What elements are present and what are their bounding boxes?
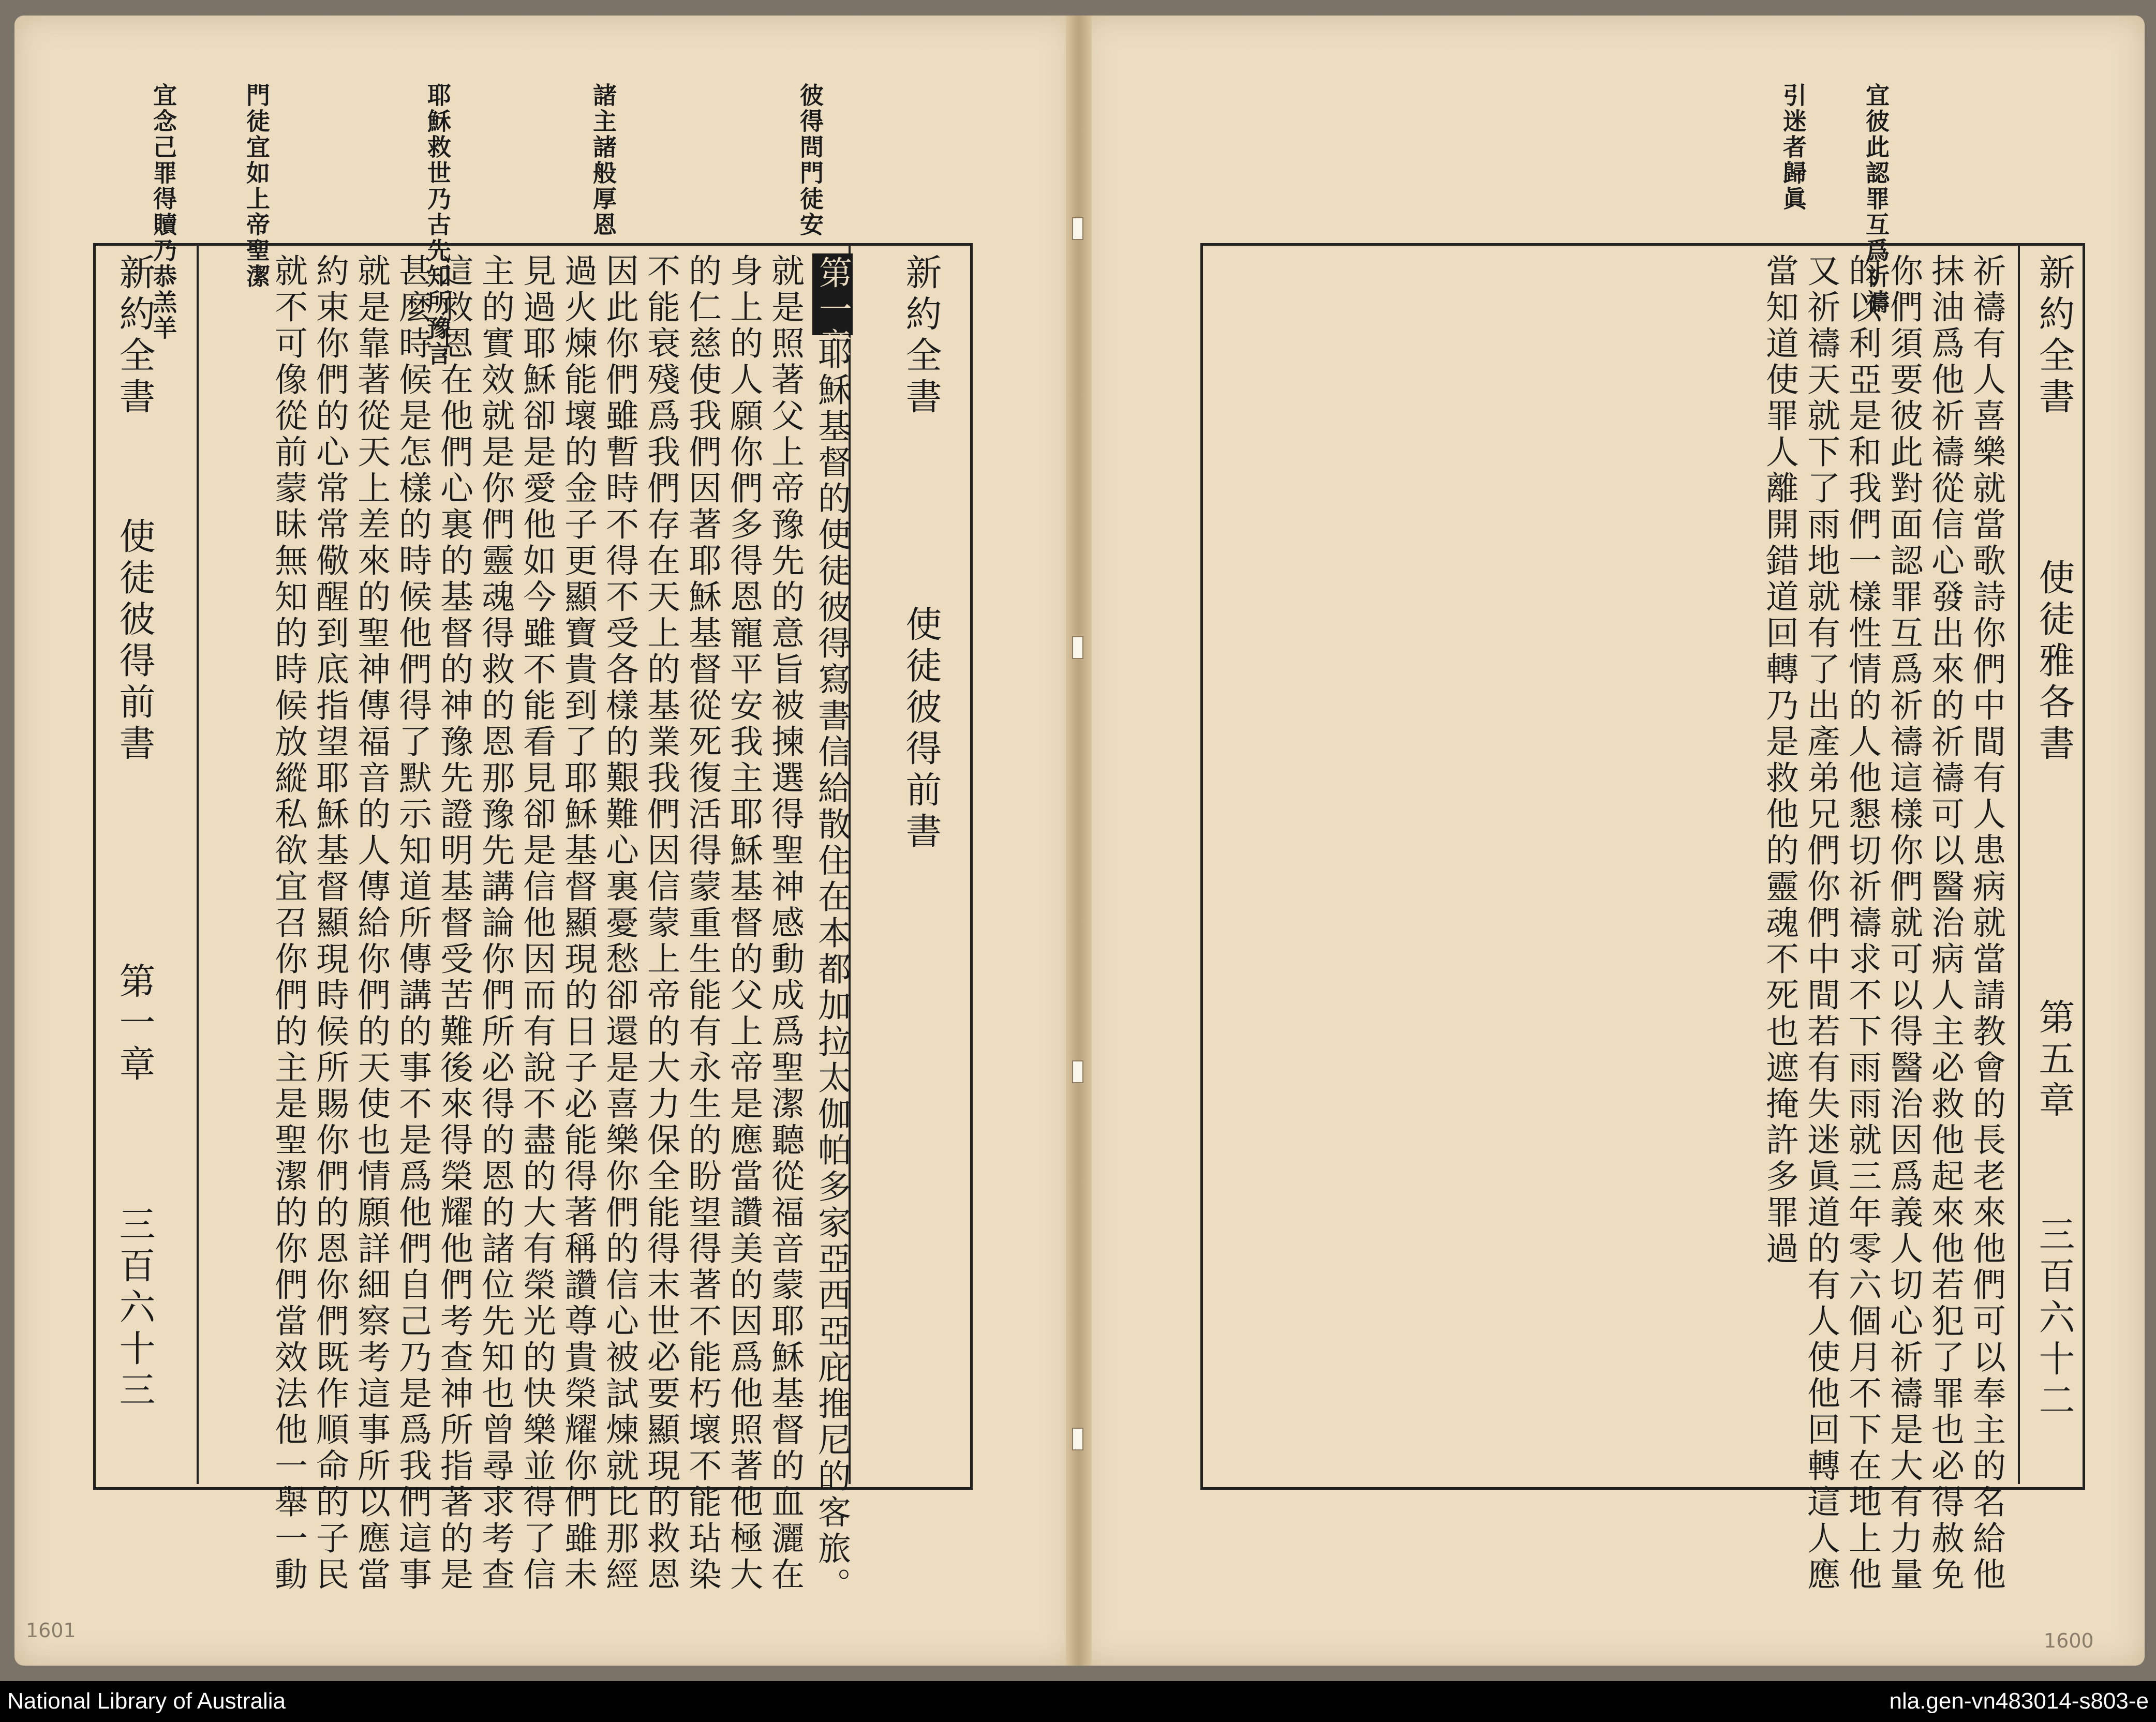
text-column: 約束你們的心常常儆醒到底指望耶穌基督顯現時候所賜你們的恩你們既作順命的子民	[310, 253, 349, 1593]
text-column: 耶穌基督的使徒彼得寫書信給散住在本都加拉太伽帕多家亞西亞庇推尼的客旅。	[812, 336, 851, 1604]
binding-stitch	[1072, 1428, 1083, 1450]
side-label-chapter: 第五章	[2033, 998, 2075, 1122]
note-column: 門徒宜如上帝聖潔	[243, 83, 271, 290]
binding-stitch	[1072, 217, 1083, 240]
text-column: 不能衰殘爲我們存在天上的基業我們因信蒙上帝的大力保全能得末世必要顯現的救恩	[642, 253, 680, 1593]
text-column: 身上的人願你們多得恩寵平安我主耶穌基督的父上帝是應當讚美的因爲他照著他極大	[724, 253, 763, 1593]
footer-bar	[0, 1681, 2156, 1722]
text-column: 因此你們雖暫時不得不受各樣的艱難心裏憂愁卻還是喜樂你們的信心被試煉就比那經	[600, 253, 638, 1593]
side-label-page: 三百六十二	[2033, 1216, 2075, 1422]
text-column: 你們須要彼此對面認罪互爲祈禱這樣你們就可以得醫治因爲義人切心祈禱是大有力量	[1884, 253, 1923, 1593]
side-label-section: 使徒彼得前書	[113, 517, 156, 766]
text-column: 又祈禱天就下了雨地就有了出產弟兄們你們中間若有失迷眞道的有人使他回轉這人應	[1802, 253, 1840, 1593]
side-label-book: 新約全書	[2033, 253, 2075, 419]
footer-identifier: nla.gen-vn483014-s803-e	[1889, 1688, 2149, 1714]
binding-stitch	[1072, 636, 1083, 659]
running-head-book: 新約全書	[900, 253, 942, 419]
text-column: 就是靠著從天上差來的聖神傳福音的人傳給你們的天使也情願詳細察考這事所以應當	[352, 253, 390, 1593]
text-column: 這救恩在他們心裏的基督的神豫先證明基督受苦難後來得榮耀他們考查神所指著的是	[435, 253, 473, 1593]
book-gutter	[1066, 16, 1092, 1666]
text-column: 的以利亞是和我們一樣性情的人他懇切祈禱求不下雨雨就三年零六個月不下在地上他	[1843, 253, 1881, 1593]
note-column: 宜念己罪得贖乃恭羔羊	[150, 83, 177, 341]
binding-stitch	[1072, 1060, 1083, 1083]
side-label-page: 三百六十三	[113, 1205, 156, 1412]
text-column: 祈禱有人喜樂就當歌詩你們中間有人患病就當請教會的長老來他們可以奉主的名給他	[1967, 253, 2005, 1593]
note-column: 引迷者歸眞	[1779, 83, 1807, 212]
text-column: 抹油爲他祈禱從信心發出來的祈禱可以醫治病人主必救他起來他若犯了罪也必得赦免	[1926, 253, 1964, 1593]
pencil-folio-right: 1600	[2044, 1629, 2094, 1652]
note-column: 宜彼此認罪互爲祈禱	[1862, 83, 1890, 316]
right-side-rule	[2018, 246, 2020, 1484]
text-column: 甚麼時候是怎樣的時候他們得了默示知道所傳講的事不是爲他們自己乃是爲我們這事	[393, 253, 432, 1593]
note-column: 諸主諸般厚恩	[589, 83, 617, 238]
side-label-chapter: 第一章	[113, 962, 156, 1086]
pencil-folio-left: 1601	[26, 1619, 76, 1642]
side-label-rule	[197, 246, 199, 1484]
note-column: 耶穌救世乃古先知所豫言	[424, 83, 452, 367]
text-column: 過火煉能壞的金子更顯寶貴到了耶穌基督顯現的日子必能得著稱讚尊貴榮耀你們雖未	[559, 253, 597, 1593]
chapter-marker: 第一章	[812, 253, 853, 335]
side-label-section: 使徒雅各書	[2033, 559, 2075, 766]
text-column: 的仁慈使我們因著耶穌基督從死復活得蒙重生能有永生的盼望得著不能朽壞不能玷染	[683, 253, 721, 1593]
text-column: 就是照著父上帝豫先的意旨被揀選得聖神感動成爲聖潔聽從福音蒙耶穌基督的血灑在	[766, 253, 804, 1593]
note-column: 彼得問門徒安	[796, 83, 824, 238]
text-column: 就不可像從前蒙昧無知的時候放縱私欲宜召你們的主是聖潔的你們當效法他一舉一動	[269, 253, 307, 1593]
footer-institution: National Library of Australia	[7, 1688, 286, 1714]
running-head-section: 使徒彼得前書	[900, 605, 942, 853]
text-column: 主的實效就是你們靈魂得救的恩那豫先講論你們所必得的恩的諸位先知也曾尋求考查	[476, 253, 514, 1593]
side-label-book: 新約全書	[113, 253, 156, 419]
text-column: 當知道使罪人離開錯道回轉乃是救他的靈魂不死也遮掩許多罪過	[1760, 253, 1798, 1267]
text-column: 見過耶穌卻是愛他如今雖不能看見卻是信他因而有說不盡的大有榮光的快樂並得了信	[517, 253, 556, 1593]
